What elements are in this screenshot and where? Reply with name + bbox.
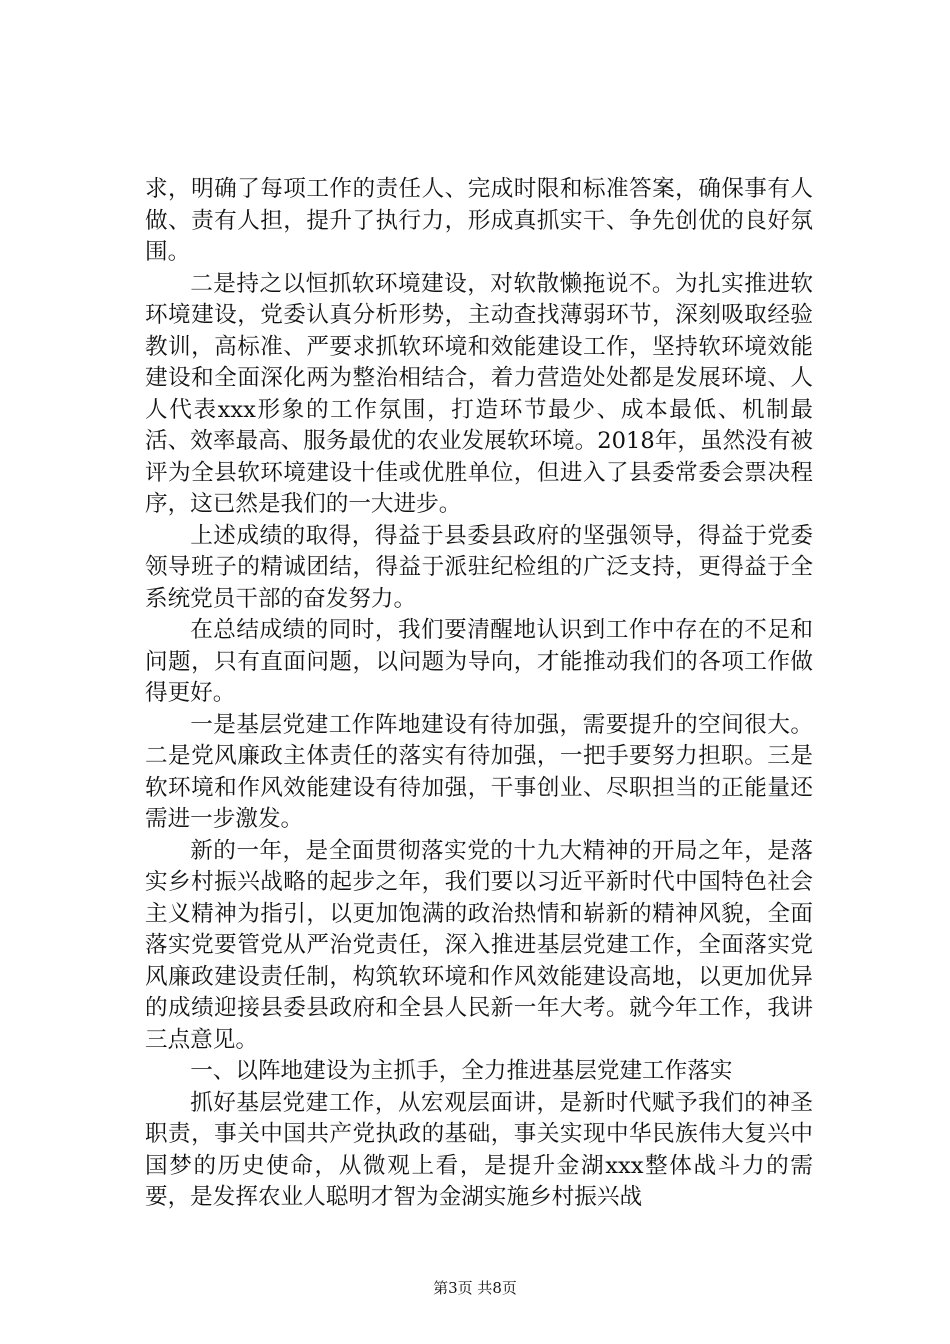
paragraph-3: 上述成绩的取得，得益于县委县政府的坚强领导，得益于党委领导班子的精诚团结，得益于派驻纪检组的广泛支持，更得益于全系统党员干部的奋发努力。 bbox=[145, 522, 813, 612]
paragraph-7: 抓好基层党建工作，从宏观层面讲，是新时代赋予我们的神圣职责，事关中国共产党执政的基础，事关实现中华民族伟大复兴中国梦的历史使命，从微观上看，是提升金湖xxx整体战斗力的需要，是发挥农业人聪明才智为金湖实施乡村振兴战 bbox=[145, 1089, 813, 1210]
page-footer bbox=[0, 1277, 950, 1298]
paragraph-6: 新的一年，是全面贯彻落实党的十九大精神的开局之年，是落实乡村振兴战略的起步之年，我们要以习近平新时代中国特色社会主义精神为指引，以更加饱满的政治热情和崭新的精神风貌，全面落实党要管党从严治党责任，深入推进基层党建工作，全面落实党风廉政建设责任制，构筑软环境和作风效能建设高地，以更加优异的成绩迎接县委县政府和全县人民新一年大考。就今年工作，我讲三点意见。 bbox=[145, 837, 813, 1053]
paragraph-1: 求，明确了每项工作的责任人、完成时限和标准答案，确保事有人做、责有人担，提升了执行力，形成真抓实干、争先创优的良好氛围。 bbox=[145, 176, 813, 265]
page-number-label: 第3页 共8页 bbox=[433, 1279, 517, 1297]
document-body bbox=[145, 174, 813, 1214]
paragraph-5: 一是基层党建工作阵地建设有待加强，需要提升的空间很大。二是党风廉政主体责任的落实有待加强，一把手要努力担职。三是软环境和作风效能建设有待加强，干事创业、尽职担当的正能量还需进一步激发。 bbox=[145, 711, 813, 832]
paragraph-2: 二是持之以恒抓软环境建设，对软散懒拖说不。为扎实推进软环境建设，党委认真分析形势，主动查找薄弱环节，深刻吸取经验教训，高标准、严要求抓软环境和效能建设工作，坚持软环境效能建设和全面深化两为整治相结合，着力营造处处都是发展环境、人人代表xxx形象的工作氛围，打造环节最少、成本最低、机制最活、效率最高、服务最优的农业发展软环境。2018年，虽然没有被评为全县软环境建设十佳或优胜单位，但进入了县委常委会票决程序，这已然是我们的一大进步。 bbox=[145, 270, 813, 517]
paragraph-4: 在总结成绩的同时，我们要清醒地认识到工作中存在的不足和问题，只有直面问题，以问题为导向，才能推动我们的各项工作做得更好。 bbox=[145, 617, 813, 706]
section-heading-1: 一、以阵地建设为主抓手，全力推进基层党建工作落实 bbox=[190, 1058, 733, 1084]
